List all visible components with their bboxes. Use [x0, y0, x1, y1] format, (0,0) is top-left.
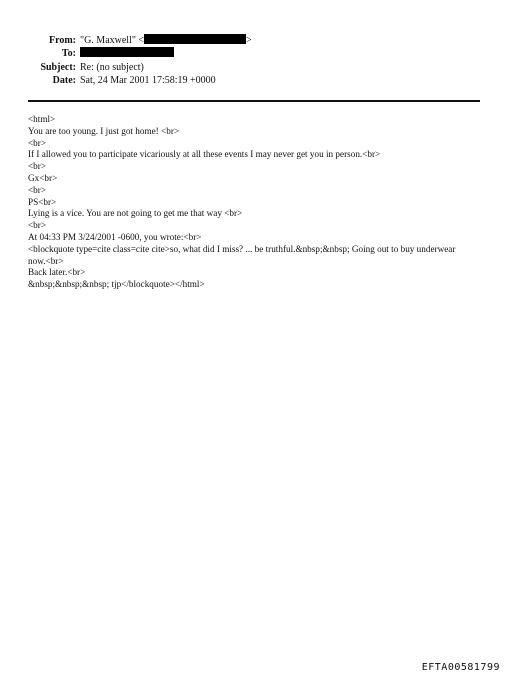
email-body — [28, 114, 468, 291]
from-label: From: — [48, 35, 76, 46]
to-row — [20, 47, 280, 60]
from-value — [80, 34, 252, 47]
subject-label: Subject: — [40, 61, 76, 73]
redaction-bar — [144, 34, 246, 44]
body-line: <br> — [28, 137, 47, 148]
to-label: To: — [61, 48, 76, 60]
body-line: &nbsp;&nbsp;&nbsp; tjp</blockquote></html> — [28, 279, 205, 290]
body-line: If I allowed you to participate vicariously at all these events I may never get you in person.<br> — [28, 149, 381, 160]
email-header — [20, 34, 280, 87]
body-line: <br> — [28, 161, 47, 172]
subject-row — [20, 61, 280, 74]
subject-value: Re: (no subject) — [80, 61, 144, 73]
date-label: Date: — [52, 74, 76, 86]
to-value — [80, 47, 174, 60]
body-line: <br> — [28, 220, 47, 231]
redaction-bar — [80, 47, 174, 57]
from-name: "G. Maxwell" < — [80, 35, 145, 46]
date-value: Sat, 24 Mar 2001 17:58:19 +0000 — [80, 74, 216, 86]
from-close: > — [246, 35, 252, 46]
body-line: <br> — [28, 184, 47, 195]
body-line: Lying is a vice. You are not going to get me that way <br> — [28, 208, 243, 219]
body-line: At 04:33 PM 3/24/2001 -0600, you wrote:<br> — [28, 231, 202, 242]
body-line: <html> — [28, 114, 56, 124]
date-row — [20, 74, 280, 87]
body-line: Gx<br> — [28, 172, 58, 183]
header-divider — [28, 100, 480, 102]
body-line: PS<br> — [28, 196, 57, 207]
from-row — [20, 34, 280, 47]
body-line: Back later.<br> — [28, 267, 86, 278]
document-id: EFTA00581799 — [421, 662, 500, 673]
body-line: <blockquote type=cite class=cite cite>so, what did I miss? ... be truthful.&nbsp;&nbsp; Going out to buy underwear now.<br> — [28, 243, 458, 266]
body-line: You are too young. I just got home! <br> — [28, 125, 180, 136]
